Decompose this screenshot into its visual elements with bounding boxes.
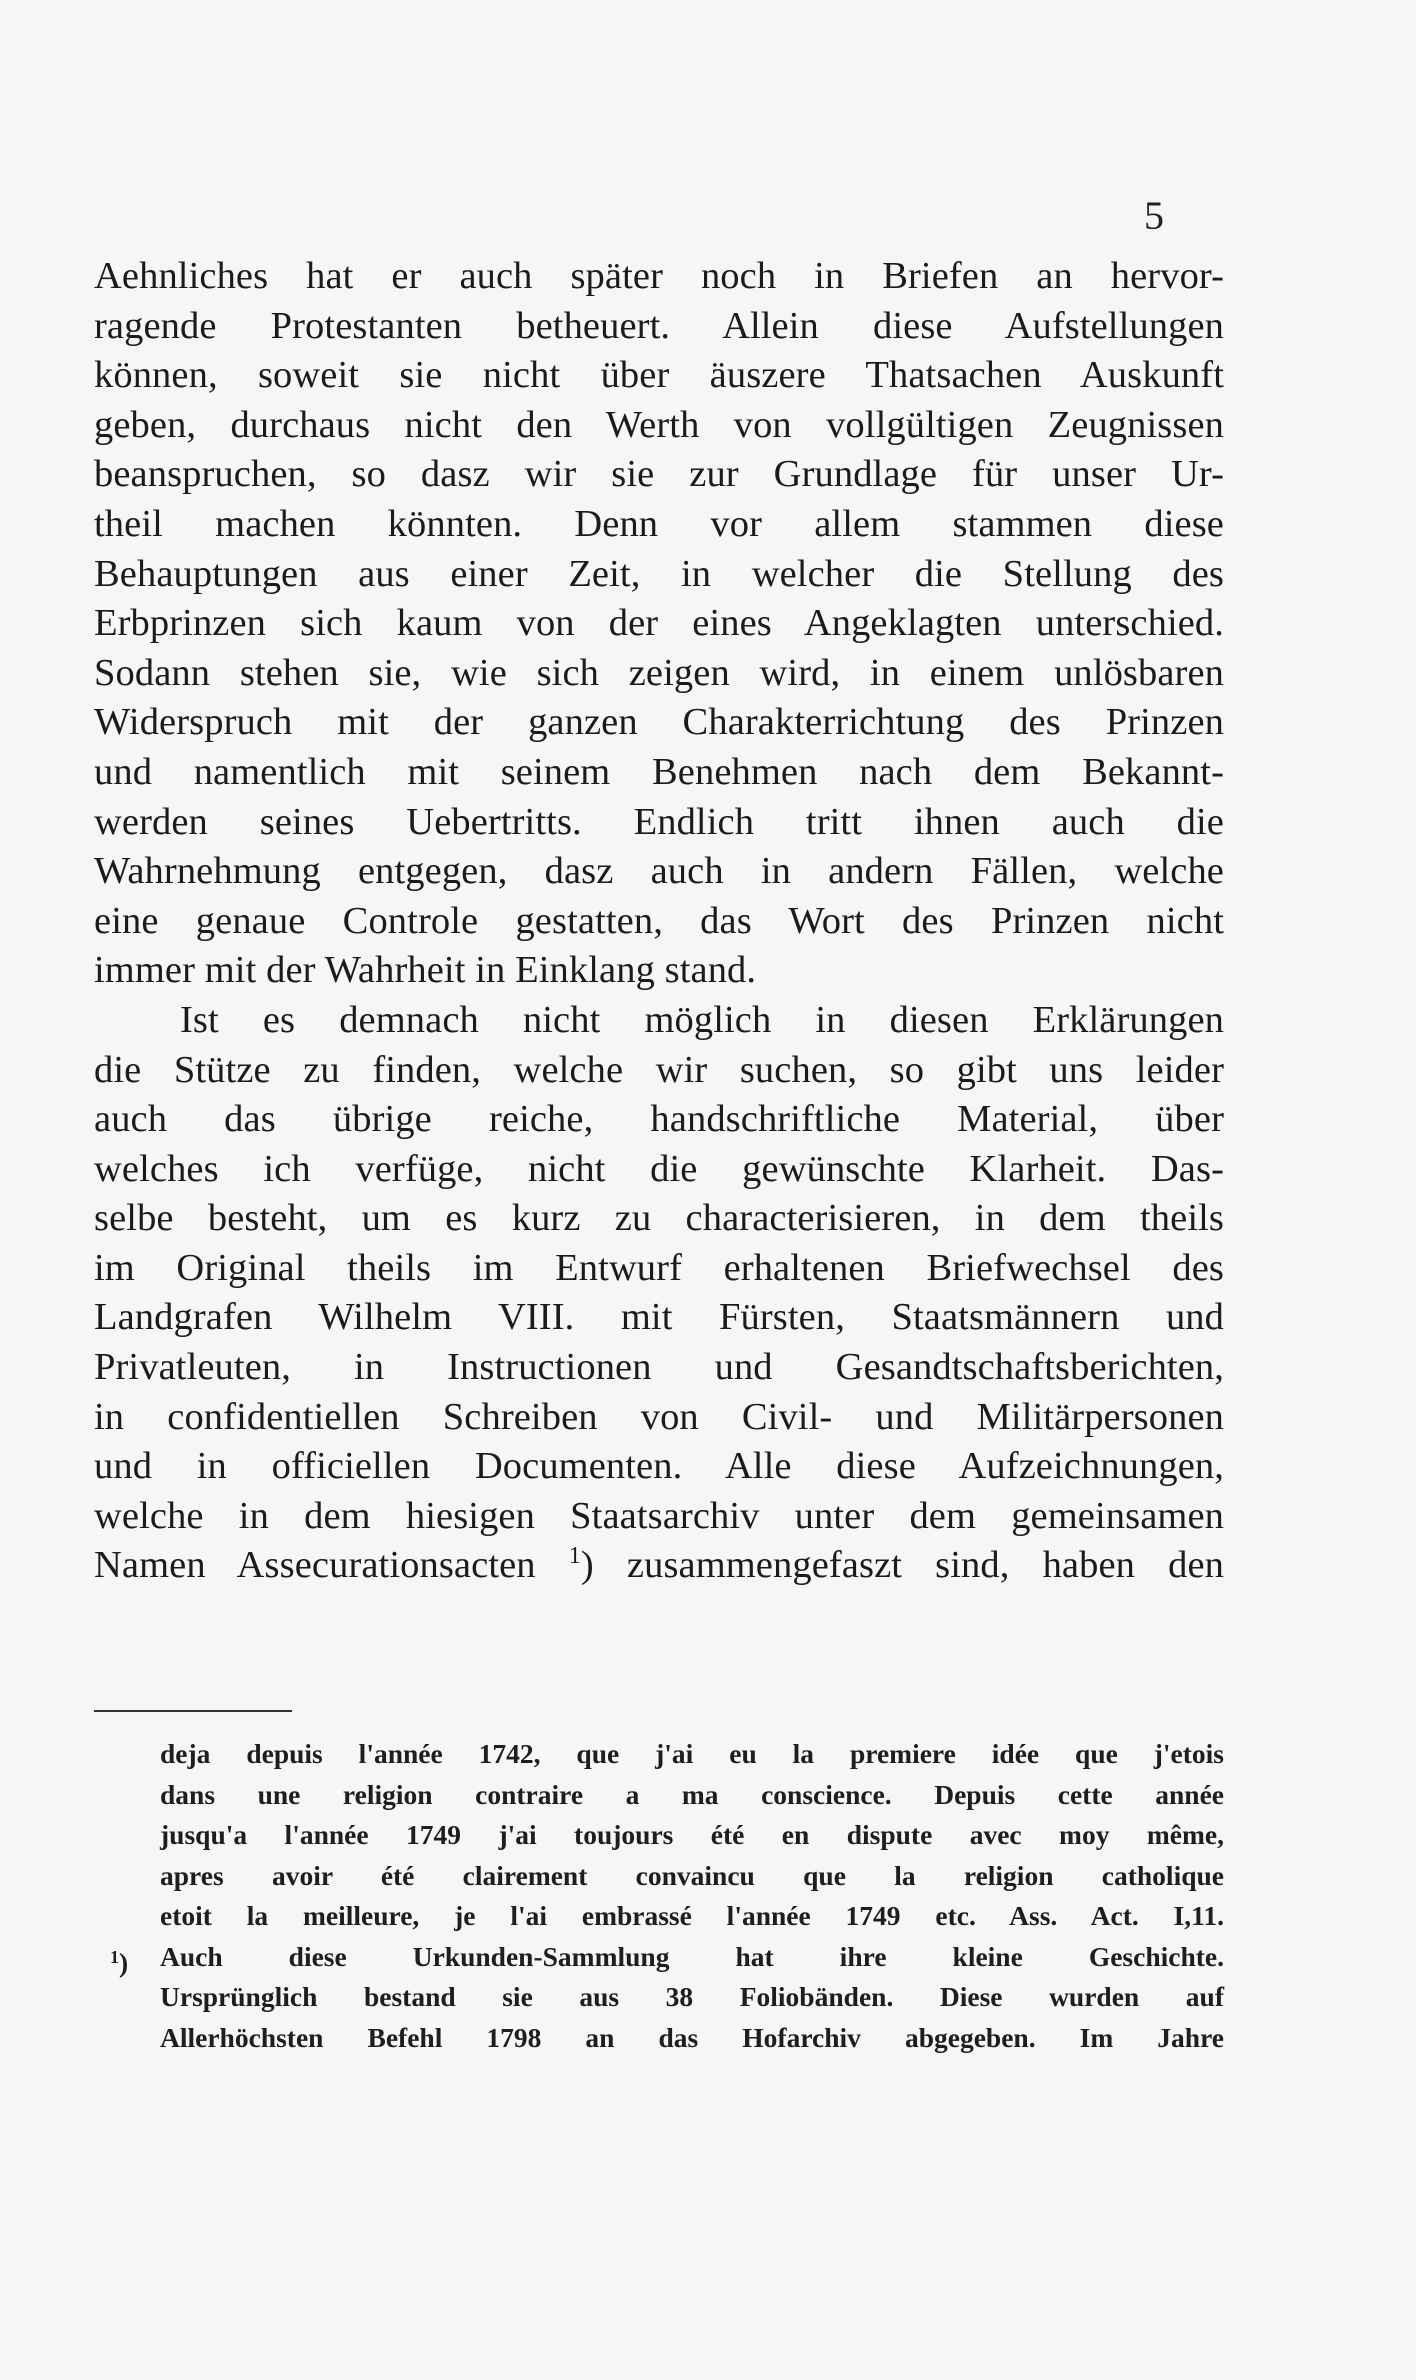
body-line: Widerspruch mit der ganzen Charakterrichtung des Prinzen	[94, 701, 1224, 744]
body-line: ragende Protestanten betheuert. Allein diese Aufstellungen	[94, 304, 1224, 347]
body-line: geben, durchaus nicht den Werth von vollgültigen Zeugnissen	[94, 403, 1224, 446]
body-line: Privatleuten, in Instructionen und Gesandtschaftsberichten,	[94, 1346, 1224, 1389]
body-line: Erbprinzen sich kaum von der eines Angeklagten unterschied.	[94, 602, 1224, 645]
footnote-1-marker	[110, 1937, 128, 1984]
body-line: welches ich verfüge, nicht die gewünschte Klarheit. Das-	[94, 1147, 1224, 1190]
body-line: theil machen könnten. Denn vor allem stammen diese	[94, 502, 1224, 545]
body-line: eine genaue Controle gestatten, das Wort des Prinzen nicht	[94, 899, 1224, 942]
paragraph-end-line: immer mit der Wahrheit in Einklang stand.	[94, 949, 757, 992]
footnote-1-paren: )	[119, 1946, 129, 1978]
body-line: in confidentiellen Schreiben von Civil- und Militärpersonen	[94, 1395, 1224, 1438]
body-line: und namentlich mit seinem Benehmen nach dem Bekannt-	[94, 750, 1224, 793]
footnote-1-text: Auch diese Urkunden-Sammlung hat ihre kleine Geschichte.	[160, 1940, 1224, 1972]
footnote-continued-line: jusqu'a l'année 1749 j'ai toujours été en dispute avec moy même,	[160, 1819, 1224, 1850]
footnote-continued-line: etoit la meilleure, je l'ai embrassé l'année 1749 etc. Ass. Act. I,11.	[160, 1900, 1224, 1931]
body-line: Sodann stehen sie, wie sich zeigen wird, in einem unlösbaren	[94, 651, 1224, 694]
line-text-after-ref: ) zusammengefaszt sind, haben den	[580, 1544, 1224, 1587]
body-line: auch das übrige reiche, handschriftliche Material, über	[94, 1098, 1224, 1141]
body-line: Behauptungen aus einer Zeit, in welcher die Stellung des	[94, 552, 1224, 595]
paragraph-start-line: Ist es demnach nicht möglich in diesen Erklärungen	[180, 998, 1224, 1041]
footnote-continued-line: deja depuis l'année 1742, que j'ai eu la premiere idée que j'etois	[160, 1738, 1224, 1769]
body-line: können, soweit sie nicht über äuszere Thatsachen Auskunft	[94, 354, 1224, 397]
body-line: beanspruchen, so dasz wir sie zur Grundlage für unser Ur-	[94, 453, 1224, 496]
body-line: Aehnliches hat er auch später noch in Briefen an hervor-	[94, 255, 1224, 297]
body-line: selbe besteht, um es kurz zu characterisieren, in dem theils	[94, 1197, 1224, 1240]
footnote-divider	[94, 1710, 292, 1712]
line-text-before-ref: Namen Assecurationsacten	[94, 1544, 536, 1587]
footnote-1-number: 1	[110, 1946, 119, 1967]
footnotes	[110, 1734, 1224, 2058]
body-line: die Stütze zu finden, welche wir suchen, so gibt uns leider	[94, 1048, 1224, 1091]
body-line-with-footnote-ref	[94, 1541, 1224, 1591]
footnote-1-line: Ursprünglich bestand sie aus 38 Foliobänden. Diese wurden auf	[160, 1981, 1224, 2012]
body-line: Wahrnehmung entgegen, dasz auch in andern Fällen, welche	[94, 850, 1224, 893]
body-line: und in officiellen Documenten. Alle diese Aufzeichnungen,	[94, 1445, 1224, 1488]
body-line: welche in dem hiesigen Staatsarchiv unter dem gemeinsamen	[94, 1494, 1224, 1537]
footnote-1-line: Allerhöchsten Befehl 1798 an das Hofarchiv abgegeben. Im Jahre	[160, 2021, 1224, 2053]
footnote-continued-line: dans une religion contraire a ma conscience. Depuis cette année	[160, 1778, 1224, 1810]
body-line: Landgrafen Wilhelm VIII. mit Fürsten, Staatsmännern und	[94, 1296, 1224, 1339]
footnote-1-line	[110, 1937, 1224, 1978]
body-text	[94, 252, 1224, 1591]
footnote-continued-line: apres avoir été clairement convaincu que la religion catholique	[160, 1859, 1224, 1891]
body-line: werden seines Uebertritts. Endlich tritt ihnen auch die	[94, 800, 1224, 843]
footnote-ref-mark[interactable]: 1	[568, 1543, 581, 1570]
body-line: im Original theils im Entwurf erhaltenen Briefwechsel des	[94, 1246, 1224, 1289]
page-number: 5	[1144, 193, 1164, 238]
